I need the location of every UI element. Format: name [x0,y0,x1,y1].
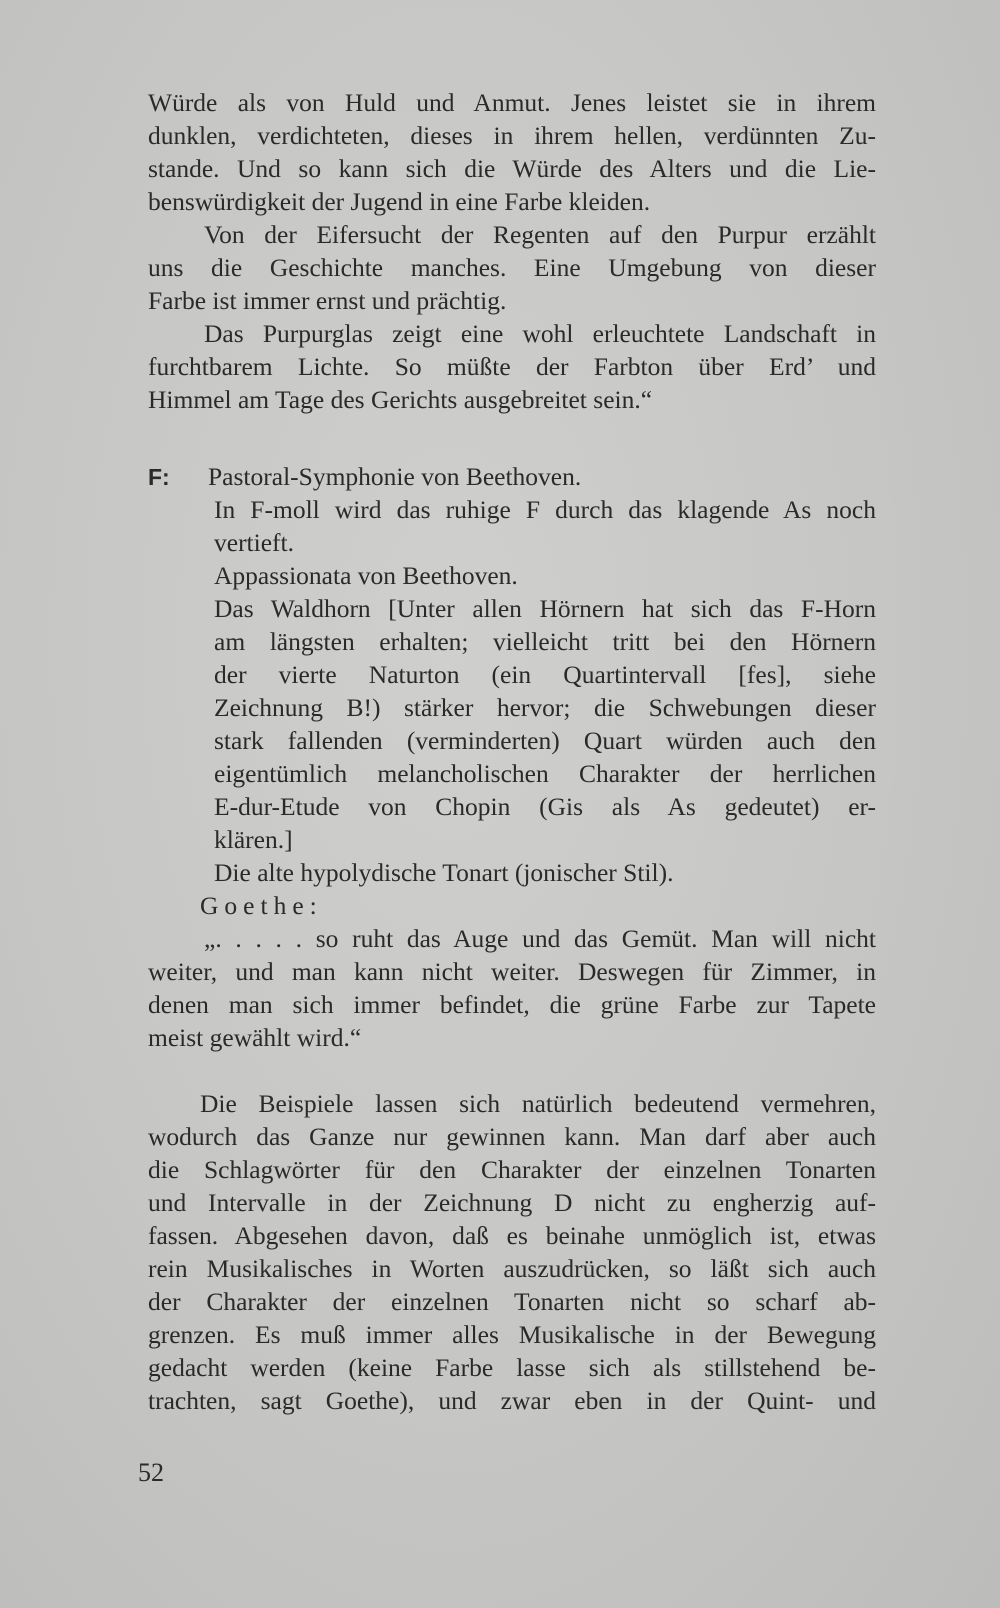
text-line: dunklen, verdichteten, dieses in ihrem hellen, verdünnten Zu- [148,121,876,150]
text-line: Das Waldhorn [Unter allen Hörnern hat sich das F-Horn [214,594,876,623]
text-line: Von der Eifersucht der Regenten auf den Purpur erzählt [204,220,876,249]
text-line: Das Purpurglas zeigt eine wohl erleuchtete Landschaft in [204,319,876,348]
text-line: trachten, sagt Goethe), und zwar eben in der Quint- und [148,1386,876,1415]
text-line: Die Beispiele lassen sich natürlich bedeutend vermehren, [200,1089,876,1118]
text-line: der vierte Naturton (ein Quartintervall [fes], siehe [214,660,876,689]
text-line: Appassionata von Beethoven. [214,561,518,590]
text-line: der Charakter der einzelnen Tonarten nicht so scharf ab- [148,1287,876,1316]
text-line: am längsten erhalten; vielleicht tritt bei den Hörnern [214,627,876,656]
text-line: furchtbarem Lichte. So müßte der Farbton über Erd’ und [148,352,876,381]
text-line: fassen. Abgesehen davon, daß es beinahe unmöglich ist, etwas [148,1221,876,1250]
text-line: gedacht werden (keine Farbe lasse sich als stillstehend be- [148,1353,876,1382]
text-line: In F-moll wird das ruhige F durch das klagende As noch [214,495,876,524]
text-line: denen man sich immer befindet, die grüne Farbe zur Tapete [148,990,876,1019]
text-line: Pastoral-Symphonie von Beethoven. [208,462,582,491]
text-line: rein Musikalisches in Worten auszudrücken, so läßt sich auch [148,1254,876,1283]
text-line: Zeichnung B!) stärker hervor; die Schwebungen dieser [214,693,876,722]
text-line: uns die Geschichte manches. Eine Umgebung von dieser [148,253,876,282]
text-line: Goethe: [200,891,323,920]
text-line: und Intervalle in der Zeichnung D nicht zu engherzig auf- [148,1188,876,1217]
text-line: stande. Und so kann sich die Würde des Alters und die Lie- [148,154,876,183]
section-marker: F: [148,464,170,490]
page-number: 52 [138,1458,164,1487]
text-line: vertieft. [214,528,294,557]
text-line: stark fallenden (verminderten) Quart würden auch den [214,726,876,755]
text-line: Farbe ist immer ernst und prächtig. [148,286,507,315]
text-line: eigentümlich melancholischen Charakter der herrlichen [214,759,876,788]
text-line: wodurch das Ganze nur gewinnen kann. Man darf aber auch [148,1122,876,1151]
text-line: meist gewählt wird.“ [148,1023,362,1052]
text-line: weiter, und man kann nicht weiter. Deswegen für Zimmer, in [148,957,876,986]
text-line: Die alte hypolydische Tonart (jonischer Stil). [214,858,674,887]
text-line: benswürdigkeit der Jugend in eine Farbe kleiden. [148,187,651,216]
text-line: E-dur-Etude von Chopin (Gis als As gedeutet) er- [214,792,876,821]
text-line: grenzen. Es muß immer alles Musikalische in der Bewegung [148,1320,876,1349]
text-line: „. . . . . so ruht das Auge und das Gemüt. Man will nicht [204,924,876,953]
text-line: klären.] [214,825,293,854]
text-line: Himmel am Tage des Gerichts ausgebreitet sein.“ [148,385,653,414]
text-line: die Schlagwörter für den Charakter der einzelnen Tonarten [148,1155,876,1184]
text-line: Würde als von Huld und Anmut. Jenes leistet sie in ihrem [148,88,876,117]
